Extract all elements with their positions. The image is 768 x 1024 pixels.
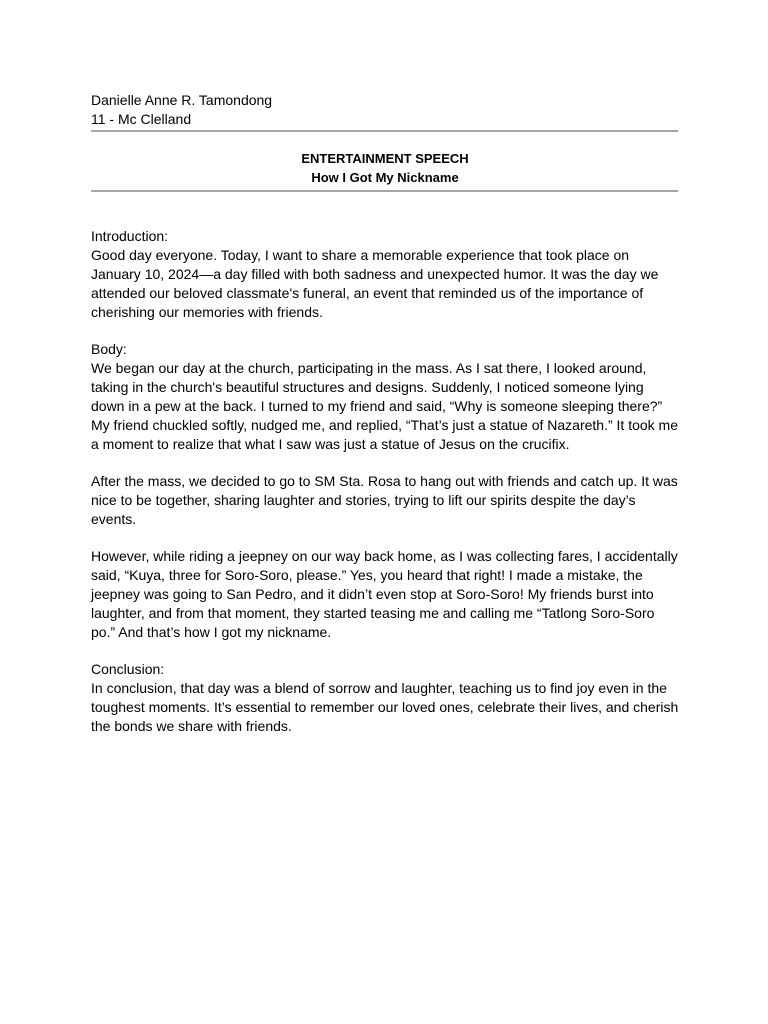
introduction-text: Good day everyone. Today, I want to share a memorable experience that took place on January 10, 2024—a day filled with both sadness and unexpected humor. It was the day we attended our beloved classmate's funeral, an event that reminded us of the importance of cherishing our memories with friends.: [91, 247, 659, 320]
introduction-label: Introduction:: [91, 228, 169, 244]
introduction-paragraph: [91, 227, 679, 322]
document-title: ENTERTAINMENT SPEECH: [301, 151, 469, 166]
document-subtitle: How I Got My Nickname: [311, 170, 459, 185]
title-divider: [91, 190, 678, 192]
conclusion-label: Conclusion:: [91, 661, 165, 677]
document-page: [91, 91, 679, 754]
body-paragraph-1: [91, 340, 679, 454]
title-block: [91, 132, 679, 190]
author-section: 11 - Mc Clelland: [91, 111, 192, 127]
body-text-1: We began our day at the church, participating in the mass. As I sat there, I looked around, taking in the church's beautiful structures and designs. Suddenly, I noticed someone lying down in a pew at the back. I turned to my friend and said, “Why is someone sleeping there?” My friend chuckled softly, nudged me, and replied, “That’s just a statue of Nazareth.” It took me a moment to realize that what I saw was just a statue of Jesus on the crucifix.: [91, 360, 678, 452]
author-name: Danielle Anne R. Tamondong: [91, 92, 273, 108]
conclusion-text: In conclusion, that day was a blend of sorrow and laughter, teaching us to find joy even in the toughest moments. It’s essential to remember our loved ones, celebrate their lives, and cherish the bonds we share with friends.: [91, 680, 679, 734]
speech-body: [91, 227, 679, 736]
conclusion-paragraph: [91, 660, 679, 736]
body-paragraph-2: After the mass, we decided to go to SM Sta. Rosa to hang out with friends and catch up. It was nice to be together, sharing laughter and stories, trying to lift our spirits despite the day’s events.: [91, 473, 678, 527]
body-label: Body:: [91, 341, 127, 357]
body-paragraph-3: However, while riding a jeepney on our way back home, as I was collecting fares, I accidentally said, “Kuya, three for Soro-Soro, please.” Yes, you heard that right! I made a mistake, the jeepney was going to San Pedro, and it didn’t even stop at Soro-Soro! My friends burst into laughter, and from that moment, they started teasing me and calling me “Tatlong Soro-Soro po.” And that’s how I got my nickname.: [91, 548, 678, 640]
